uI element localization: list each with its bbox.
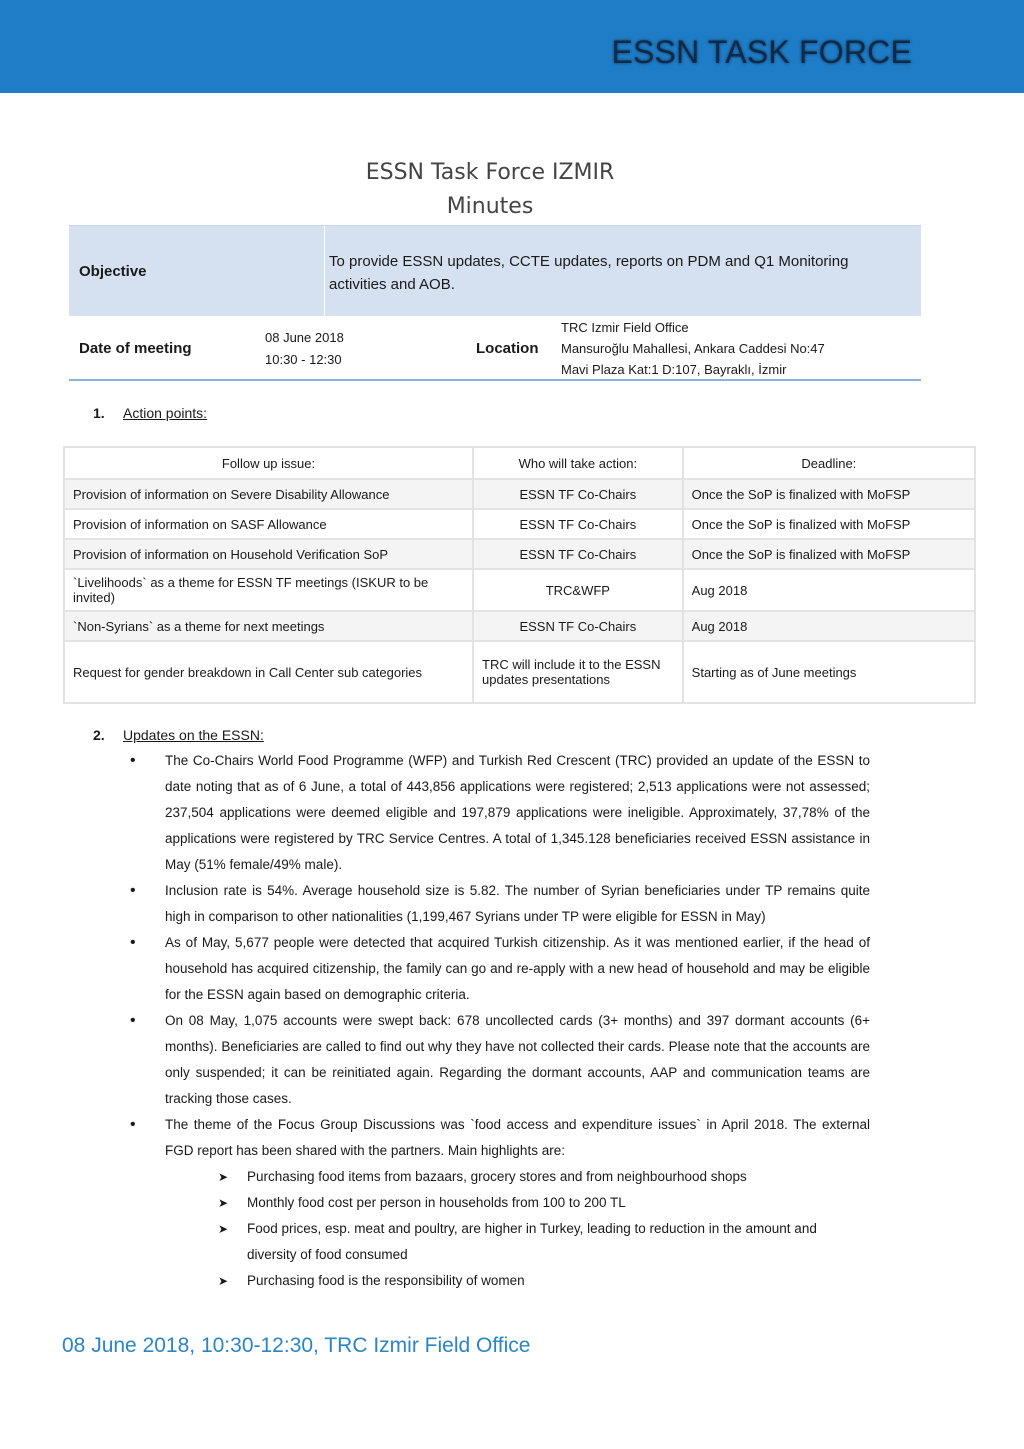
table-cell: ESSN TF Co-Chairs [473, 479, 683, 509]
date-label: Date of meeting [79, 340, 192, 357]
document-subtitle: Minutes [446, 194, 534, 219]
objective-text: To provide ESSN updates, CCTE updates, reports on PDM and Q1 Monitoring activities and AOB. [329, 253, 849, 293]
location-label: Location [476, 340, 539, 357]
meeting-details-row [69, 315, 921, 381]
column-header: Who will take action: [473, 447, 683, 479]
sub-list-item [130, 1216, 870, 1268]
date-value [265, 327, 344, 371]
table-cell: Provision of information on Severe Disability Allowance [64, 479, 473, 509]
list-item: • On 08 May, 1,075 accounts were swept back: 678 uncollected cards (3+ months) and 397 dormant accounts (6+ months). Beneficiaries are called to find out why they have not collected their cards. Please note that the accounts are only suspended; it can be reinitiated again. Regarding the dormant accounts, AAP and communication teams are tracking those cases. [130, 1008, 870, 1112]
table-row [64, 611, 975, 641]
list-item: • As of May, 5,677 people were detected that acquired Turkish citizenship. As it was mentioned earlier, if the head of household has acquired citizenship, the family can go and re-apply with a new head of household and may be eligible for the ESSN again based on demographic criteria. [130, 930, 870, 1008]
table-row [64, 479, 975, 509]
section-title: Action points: [123, 405, 208, 421]
arrow-bullet-icon: ➤ [218, 1170, 229, 1184]
sub-list-item [130, 1190, 870, 1216]
objective-divider [324, 226, 325, 316]
band-title: ESSN TASK FORCE [611, 34, 912, 70]
location-line: Mansuroğlu Mahallesi, Ankara Caddesi No:47 [561, 341, 825, 356]
table-cell: `Non-Syrians` as a theme for next meetings [64, 611, 473, 641]
table-cell: `Livelihoods` as a theme for ESSN TF meetings (ISKUR to be invited) [64, 569, 473, 611]
page-footer: 08 June 2018, 10:30-12:30, TRC Izmir Field Office [62, 1334, 531, 1357]
sub-list-text: Food prices, esp. meat and poultry, are higher in Turkey, leading to reduction in the amount and diversity of food consumed [247, 1221, 817, 1262]
list-item: • The Co-Chairs World Food Programme (WFP) and Turkish Red Crescent (TRC) provided an update of the ESSN to date noting that as of 6 June, a total of 443,856 applications were registered; 2,513 applications were not assessed; 237,504 applications were deemed eligible and 197,879 applications were ineligible. Approximately, 37,78% of the applications were registered by TRC Service Centres. A total of 1,345.128 beneficiaries received ESSN assistance in May (51% female/49% male). [130, 748, 870, 878]
location-value [561, 317, 825, 380]
essn-updates-list [130, 748, 870, 1294]
table-cell: Provision of information on Household Verification SoP [64, 539, 473, 569]
section-heading-action-points [93, 405, 207, 421]
section-number: 2. [93, 727, 105, 743]
table-cell: ESSN TF Co-Chairs [473, 509, 683, 539]
table-cell: ESSN TF Co-Chairs [473, 611, 683, 641]
document-title: ESSN Task Force IZMIR [365, 160, 615, 185]
column-header: Follow up issue: [64, 447, 473, 479]
arrow-bullet-icon: ➤ [218, 1196, 229, 1210]
date-line: 08 June 2018 [265, 330, 344, 345]
table-cell: Once the SoP is finalized with MoFSP [683, 479, 975, 509]
header-band [0, 0, 1024, 93]
sub-list-text: Monthly food cost per person in households from 100 to 200 TL [247, 1195, 626, 1210]
location-line: Mavi Plaza Kat:1 D:107, Bayraklı, İzmir [561, 362, 787, 377]
table-cell: ESSN TF Co-Chairs [473, 539, 683, 569]
sub-list-text: Purchasing food is the responsibility of women [247, 1273, 525, 1288]
sub-list-text: Purchasing food items from bazaars, grocery stores and from neighbourhood shops [247, 1169, 747, 1184]
sub-list-item [130, 1268, 870, 1294]
table-row [64, 509, 975, 539]
table-cell: Request for gender breakdown in Call Center sub categories [64, 641, 473, 703]
list-item: • The theme of the Focus Group Discussions was `food access and expenditure issues` in April 2018. The external FGD report has been shared with the partners. Main highlights are: [130, 1112, 870, 1164]
sub-list-item [130, 1164, 870, 1190]
table-cell: Once the SoP is finalized with MoFSP [683, 539, 975, 569]
objective-row [69, 225, 921, 316]
column-header: Deadline: [683, 447, 975, 479]
action-points-table [63, 446, 976, 704]
time-line: 10:30 - 12:30 [265, 352, 342, 367]
table-cell: Aug 2018 [683, 611, 975, 641]
table-cell: Once the SoP is finalized with MoFSP [683, 509, 975, 539]
table-cell: TRC&WFP [473, 569, 683, 611]
objective-label: Objective [79, 263, 147, 280]
table-row [64, 641, 975, 703]
table-cell: Aug 2018 [683, 569, 975, 611]
section-heading-essn-updates [93, 727, 264, 743]
table-cell: Provision of information on SASF Allowance [64, 509, 473, 539]
section-number: 1. [93, 405, 105, 421]
location-line: TRC Izmir Field Office [561, 320, 689, 335]
arrow-bullet-icon: ➤ [218, 1222, 229, 1236]
list-item: • Inclusion rate is 54%. Average household size is 5.82. The number of Syrian beneficiaries under TP remains quite high in comparison to other nationalities (1,199,467 Syrians under TP were eligible for ESSN in May) [130, 878, 870, 930]
arrow-bullet-icon: ➤ [218, 1274, 229, 1288]
table-cell: Starting as of June meetings [683, 641, 975, 703]
table-row [64, 539, 975, 569]
table-header-row [64, 447, 975, 479]
table-row [64, 569, 975, 611]
section-title: Updates on the ESSN: [123, 727, 264, 743]
table-cell: TRC will include it to the ESSN updates presentations [473, 641, 683, 703]
